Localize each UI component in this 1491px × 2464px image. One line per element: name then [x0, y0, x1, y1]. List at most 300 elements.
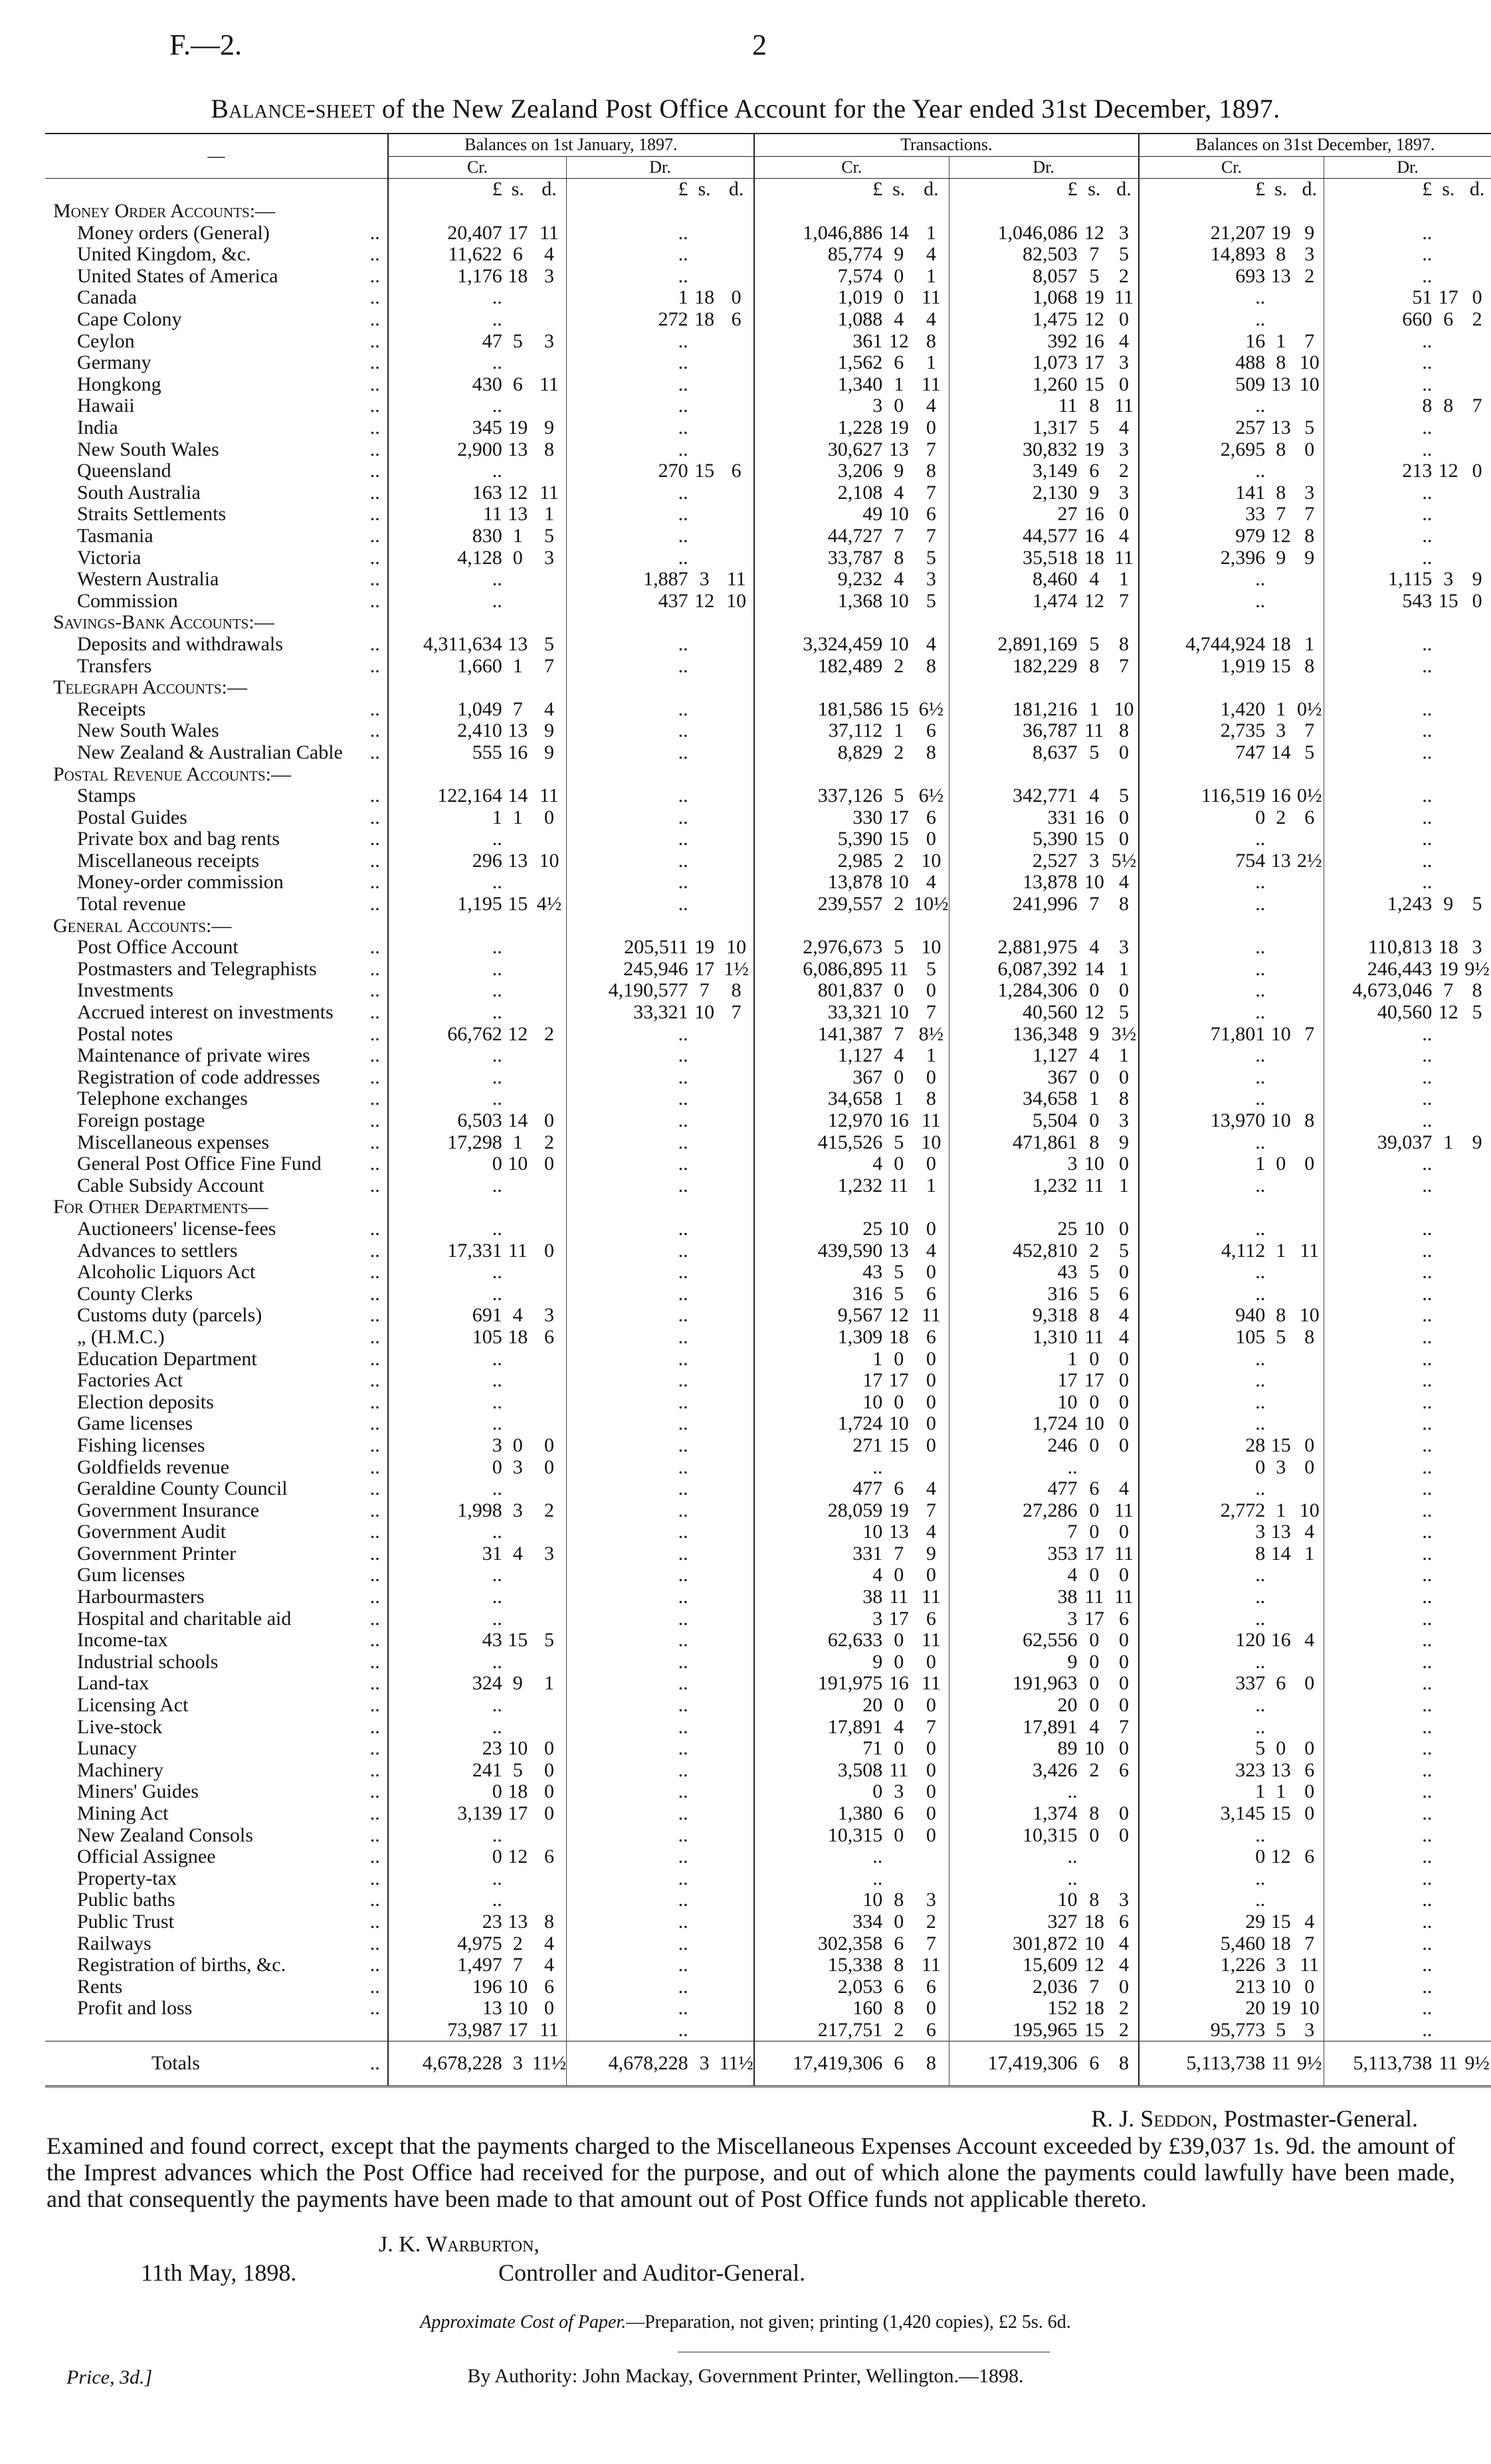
- pence-cell: 1½: [724, 958, 749, 980]
- shillings-cell: 10: [508, 1153, 528, 1175]
- shillings-cell: 11: [889, 958, 909, 980]
- empty-cell: [1139, 677, 1266, 699]
- shillings-cell: [1266, 1045, 1295, 1067]
- pence-cell: [532, 1262, 567, 1283]
- shillings-cell: [1266, 1131, 1295, 1153]
- pounds-cell: 8,637: [949, 742, 1078, 764]
- shillings-cell: 5: [894, 1131, 904, 1153]
- pounds-cell: 17,891: [754, 1716, 884, 1738]
- empty-cell: [1078, 915, 1110, 937]
- pounds-cell: ..: [1324, 330, 1434, 352]
- account-row: [45, 1976, 1491, 1998]
- shillings-cell: [1433, 1499, 1463, 1521]
- pence-cell: 0: [544, 1240, 554, 1262]
- pence-cell: 10½: [914, 893, 949, 915]
- pence-cell: [532, 1521, 567, 1543]
- pence-cell: 3: [544, 330, 554, 352]
- pence-cell: [532, 1652, 567, 1673]
- pounds-cell: 334: [754, 1911, 884, 1933]
- account-name: Cable Subsidy Account: [77, 1175, 264, 1196]
- pence-cell: 11: [921, 1586, 941, 1608]
- pence-cell: 0: [1118, 1824, 1129, 1846]
- shillings-cell: 16: [888, 1673, 909, 1695]
- shillings-cell: 0: [1089, 1673, 1100, 1695]
- stub-cell: [45, 179, 363, 201]
- empty-cell: [754, 201, 884, 223]
- account-name: Licensing Act: [77, 1694, 189, 1717]
- pence-cell: [1295, 309, 1324, 331]
- account-row: [45, 1954, 1491, 1976]
- pence-cell: [719, 222, 753, 244]
- leader-dots: ..: [369, 243, 380, 266]
- shillings-cell: 0: [894, 1737, 904, 1760]
- pounds-cell: 40,560: [949, 1002, 1078, 1024]
- pounds-cell: ..: [1139, 1262, 1266, 1283]
- shillings-cell: 7: [699, 980, 710, 1002]
- shillings-cell: [504, 1586, 532, 1608]
- shillings-cell: [690, 1630, 720, 1652]
- shillings-cell: [690, 1543, 720, 1565]
- shillings-cell: [1433, 1110, 1463, 1132]
- pounds-cell: 337: [1139, 1673, 1266, 1695]
- pounds-cell: ..: [567, 266, 690, 288]
- shillings-cell: [504, 309, 532, 331]
- cost-text: —Preparation, not given; printing (1,420 copies), £2 5s. 6d.: [626, 2312, 1071, 2332]
- shillings-cell: [1433, 1240, 1463, 1262]
- pence-cell: [1295, 1868, 1324, 1890]
- leader-dots: ..: [369, 1088, 380, 1110]
- pence-cell: 0: [544, 1802, 554, 1825]
- pence-cell: 6: [1118, 1911, 1129, 1933]
- pence-cell: 0: [544, 1434, 554, 1456]
- pence-cell: [532, 1370, 567, 1392]
- shillings-cell: 19: [1084, 287, 1104, 309]
- pence-cell: [1463, 352, 1491, 374]
- category-row: [45, 677, 1491, 699]
- pence-cell: 0: [1304, 1456, 1315, 1478]
- pence-cell: 6: [926, 2019, 936, 2041]
- pence-cell: 7: [1472, 395, 1482, 417]
- shillings-cell: [1433, 1478, 1463, 1500]
- pounds-cell: ..: [388, 1716, 504, 1738]
- pence-cell: [532, 1695, 567, 1717]
- pence-cell: 4: [1118, 1305, 1129, 1327]
- shillings-cell: 19: [694, 936, 715, 959]
- pounds-cell: ..: [567, 1456, 690, 1478]
- shillings-cell: 1: [512, 655, 523, 677]
- pence-cell: [719, 655, 753, 677]
- empty-cell: [690, 915, 720, 937]
- shillings-cell: 8: [1089, 1305, 1100, 1327]
- pounds-cell: ..: [567, 1067, 690, 1089]
- pence-cell: 0: [926, 1998, 936, 2020]
- shillings-cell: [690, 2020, 720, 2041]
- account-name: Government Audit: [77, 1521, 227, 1543]
- pounds-cell: 10,315: [949, 1824, 1078, 1846]
- shillings-cell: [690, 1391, 720, 1413]
- pence-cell: 0: [1304, 1673, 1315, 1695]
- shillings-cell: [690, 1283, 720, 1305]
- pence-cell: 0: [926, 1564, 936, 1586]
- shillings-cell: 18: [1438, 936, 1458, 959]
- shillings-cell: 3: [1443, 568, 1454, 591]
- pounds-cell: 5,504: [949, 1110, 1078, 1132]
- pence-cell: 11: [921, 1954, 941, 1976]
- pounds-cell: ..: [1324, 1456, 1434, 1478]
- account-row: [45, 1456, 1491, 1478]
- pence-cell: 4: [1118, 1326, 1129, 1348]
- shillings-cell: 5: [512, 330, 523, 352]
- pounds-cell: ..: [949, 1846, 1078, 1868]
- pence-cell: [1295, 937, 1324, 959]
- shillings-cell: [1433, 1716, 1463, 1738]
- shillings-cell: 1: [1276, 330, 1286, 352]
- pounds-cell: ..: [567, 1218, 690, 1240]
- pounds-cell: ..: [1139, 1889, 1266, 1911]
- audit-paragraph: Examined and found correct, except that the payments charged to the Miscellaneous Expenses Account exceeded by £39,037 1s. 9d. the amount of the Imprest advances which the Post Office had received for the purpose, and out of which alone the payments could lawfully have been made, and that consequently the payments have been made to that amount out of Post Office funds not applicable thereto.: [47, 2132, 1455, 2212]
- empty-cell: [567, 763, 690, 785]
- shillings-cell: 0: [1276, 1737, 1286, 1760]
- shilling-unit: s.: [1274, 178, 1288, 201]
- shillings-cell: 4: [1089, 1716, 1100, 1738]
- pounds-cell: 44,577: [949, 525, 1078, 547]
- account-name: Miners' Guides: [77, 1781, 199, 1803]
- account-name: India: [77, 417, 118, 439]
- pence-cell: 0: [544, 1759, 554, 1781]
- pence-cell: [1295, 1002, 1324, 1024]
- leader-dots: ..: [369, 1001, 380, 1024]
- pence-cell: [719, 1564, 753, 1586]
- shillings-cell: [690, 1370, 720, 1392]
- pounds-cell: 34,658: [754, 1088, 884, 1110]
- shillings-cell: [1433, 1998, 1463, 2020]
- pounds-cell: 28: [1139, 1435, 1266, 1457]
- pounds-cell: 95,773: [1139, 2020, 1266, 2041]
- pence-cell: 6: [1304, 806, 1315, 828]
- pounds-cell: 2,976,673: [754, 937, 884, 959]
- pence-cell: 0: [1118, 1434, 1129, 1456]
- pence-cell: 6: [731, 460, 742, 482]
- shillings-cell: 16: [508, 741, 528, 763]
- pence-unit: d.: [728, 178, 744, 201]
- pounds-cell: ..: [388, 395, 504, 417]
- pounds-cell: 270: [567, 460, 690, 482]
- shillings-cell: [690, 1652, 720, 1673]
- shillings-cell: [690, 1240, 720, 1262]
- pounds-cell: ..: [388, 1652, 504, 1673]
- shillings-cell: 14: [888, 222, 909, 244]
- shillings-cell: [1433, 2020, 1463, 2041]
- pence-cell: 8: [1304, 1326, 1315, 1348]
- shillings-cell: [690, 1305, 720, 1327]
- shillings-cell: 0: [1089, 1694, 1100, 1717]
- account-row: [45, 634, 1491, 656]
- pence-cell: [1295, 1370, 1324, 1392]
- pence-cell: 9: [1304, 547, 1315, 569]
- account-name: Hospital and charitable aid: [77, 1608, 292, 1630]
- shillings-cell: 7: [1443, 980, 1454, 1002]
- leader-dots: ..: [369, 980, 380, 1002]
- pence-cell: [719, 1608, 753, 1630]
- pounds-cell: 1,998: [388, 1499, 504, 1521]
- pounds-cell: 17,298: [388, 1131, 504, 1153]
- shillings-cell: [504, 1175, 532, 1197]
- shillings-cell: [1433, 1673, 1463, 1695]
- pounds-cell: 754: [1139, 850, 1266, 872]
- pounds-cell: 7: [949, 1521, 1078, 1543]
- pence-cell: [719, 1738, 753, 1760]
- shillings-cell: 7: [512, 1954, 523, 1976]
- empty-cell: [1139, 763, 1266, 785]
- pence-cell: 0: [926, 828, 936, 850]
- account-row: [45, 374, 1491, 396]
- pence-cell: [719, 482, 753, 504]
- pounds-cell: ..: [567, 1695, 690, 1717]
- empty-cell: [884, 677, 914, 699]
- pounds-cell: ..: [567, 525, 690, 547]
- pence-cell: 1: [1304, 1543, 1315, 1564]
- pence-cell: 3: [1118, 351, 1129, 374]
- pounds-cell: ..: [567, 547, 690, 569]
- shillings-cell: 0: [894, 980, 904, 1002]
- pence-cell: 0: [1118, 1413, 1129, 1435]
- pounds-cell: 37,112: [754, 720, 884, 742]
- shillings-cell: [504, 1521, 532, 1543]
- shillings-cell: 12: [1084, 1954, 1104, 1976]
- shillings-cell: [884, 1868, 914, 1890]
- account-name: Stamps: [77, 785, 136, 807]
- pounds-cell: 34,658: [949, 1088, 1078, 1110]
- pounds-cell: 10: [949, 1889, 1078, 1911]
- shillings-cell: 19: [888, 1499, 909, 1521]
- pence-cell: 6: [1118, 1283, 1129, 1305]
- account-row: [45, 850, 1491, 872]
- pounds-cell: ..: [567, 742, 690, 764]
- pence-cell: 8: [1304, 655, 1315, 677]
- pence-cell: 8: [926, 741, 936, 763]
- leader-dots: ..: [369, 547, 380, 569]
- pounds-cell: 2,891,169: [949, 634, 1078, 656]
- account-name: Deposits and withdrawals: [77, 633, 283, 655]
- account-row: [45, 504, 1491, 525]
- shillings-cell: 4: [1089, 568, 1100, 591]
- shillings-cell: [1433, 1586, 1463, 1608]
- pence-cell: [719, 547, 753, 569]
- pounds-cell: 1,232: [949, 1175, 1078, 1197]
- pence-cell: [719, 698, 753, 720]
- pence-cell: [1463, 547, 1491, 569]
- pounds-cell: ..: [1139, 569, 1266, 591]
- empty-cell: [532, 612, 567, 634]
- leader-dots: ..: [369, 1629, 380, 1652]
- pounds-cell: ..: [567, 1976, 690, 1998]
- shillings-cell: 13: [1270, 373, 1291, 395]
- shillings-cell: [1433, 1543, 1463, 1565]
- empty-cell: [719, 915, 753, 937]
- empty-cell: [690, 1196, 720, 1218]
- pounds-cell: 33,321: [754, 1002, 884, 1024]
- shillings-cell: 4: [1089, 1044, 1100, 1067]
- account-name: Election deposits: [77, 1391, 214, 1413]
- shillings-cell: 10: [1270, 1976, 1291, 1998]
- shillings-cell: 0: [894, 1824, 904, 1846]
- pound-unit: £: [1139, 179, 1266, 201]
- pence-cell: [719, 1153, 753, 1175]
- total-pence: 11½: [719, 2041, 753, 2087]
- shillings-cell: 11: [1084, 1175, 1104, 1196]
- shillings-cell: 2: [894, 655, 904, 677]
- empty-cell: [719, 612, 753, 634]
- pence-cell: [1463, 482, 1491, 504]
- pounds-cell: 36,787: [949, 720, 1078, 742]
- shillings-cell: [1433, 1456, 1463, 1478]
- pounds-cell: 4: [754, 1153, 884, 1175]
- cost-label: Approximate Cost of Paper.: [420, 2312, 627, 2332]
- pence-cell: 0: [926, 1153, 936, 1175]
- pounds-cell: 0: [754, 1781, 884, 1803]
- account-row: [45, 937, 1491, 959]
- leader-dots: ..: [369, 1131, 380, 1153]
- account-name: Post Office Account: [77, 936, 239, 959]
- shillings-cell: [1433, 266, 1463, 288]
- pence-cell: [1463, 1998, 1491, 2020]
- pence-cell: 0: [926, 1802, 936, 1825]
- shillings-cell: 18: [694, 308, 715, 331]
- account-row: [45, 244, 1491, 266]
- pounds-cell: 316: [949, 1283, 1078, 1305]
- pounds-cell: 1,724: [949, 1413, 1078, 1435]
- pounds-cell: ..: [1324, 1652, 1434, 1673]
- pounds-cell: 1,309: [754, 1327, 884, 1349]
- pounds-cell: ..: [1324, 1803, 1434, 1825]
- pounds-cell: ..: [1324, 482, 1434, 504]
- pounds-cell: 5,390: [949, 828, 1078, 850]
- pounds-cell: ..: [1324, 1088, 1434, 1110]
- pence-cell: 0: [1118, 1802, 1129, 1825]
- pence-cell: [1295, 1088, 1324, 1110]
- pence-cell: [532, 1175, 567, 1197]
- shillings-cell: 15: [694, 460, 715, 482]
- empty-cell: [884, 915, 914, 937]
- leader-dots: ..: [369, 958, 380, 980]
- shillings-cell: [1433, 1413, 1463, 1435]
- pound-unit: £: [754, 179, 884, 201]
- shillings-cell: 0: [894, 1911, 904, 1933]
- pence-cell: [719, 1327, 753, 1349]
- pounds-cell: 2,985: [754, 850, 884, 872]
- shillings-cell: 1: [512, 1131, 523, 1153]
- pence-cell: 11: [921, 1629, 941, 1652]
- empty-cell: [1078, 201, 1110, 223]
- leader-dots: ..: [369, 806, 380, 828]
- pence-cell: [1463, 1846, 1491, 1868]
- pence-cell: 10: [1299, 1305, 1320, 1327]
- pounds-cell: ..: [1139, 395, 1266, 417]
- account-name: Alcoholic Liquors Act: [77, 1261, 256, 1283]
- pence-cell: 11: [921, 287, 941, 309]
- account-name: Government Insurance: [77, 1499, 260, 1521]
- pounds-cell: ..: [567, 395, 690, 417]
- shillings-cell: 2: [1276, 806, 1286, 828]
- pounds-cell: ..: [1324, 1976, 1434, 1998]
- pounds-cell: ..: [1139, 872, 1266, 894]
- pounds-cell: 257: [1139, 417, 1266, 439]
- pence-cell: 0: [544, 1998, 554, 2020]
- shillings-cell: [690, 1911, 720, 1933]
- pounds-cell: ..: [1324, 1262, 1434, 1283]
- pounds-cell: ..: [567, 352, 690, 374]
- pence-cell: [719, 872, 753, 894]
- shillings-cell: [1266, 1478, 1295, 1500]
- leader-dots: ..: [369, 1889, 380, 1911]
- shillings-cell: 6: [894, 1933, 904, 1954]
- account-row: [45, 959, 1491, 981]
- shillings-cell: [1433, 1435, 1463, 1457]
- pence-cell: 0: [1118, 1651, 1129, 1673]
- pounds-cell: 17: [754, 1370, 884, 1392]
- pence-cell: [532, 1478, 567, 1500]
- pounds-cell: ..: [1324, 266, 1434, 288]
- pounds-cell: 3,508: [754, 1760, 884, 1782]
- pounds-cell: 488: [1139, 352, 1266, 374]
- empty-cell: [914, 612, 949, 634]
- shillings-cell: [504, 1283, 532, 1305]
- account-name: Postal Guides: [77, 806, 187, 828]
- pence-cell: [532, 1391, 567, 1413]
- pence-cell: [719, 1023, 753, 1045]
- shillings-cell: [690, 352, 720, 374]
- pounds-cell: ..: [1324, 1045, 1434, 1067]
- pounds-cell: ..: [1324, 222, 1434, 244]
- pence-cell: [532, 1586, 567, 1608]
- pounds-cell: 509: [1139, 374, 1266, 396]
- pence-cell: 0: [544, 1109, 554, 1132]
- shillings-cell: 0: [1089, 1651, 1100, 1673]
- pence-cell: [1295, 1348, 1324, 1370]
- pence-cell: 4: [544, 1954, 554, 1976]
- pence-cell: [719, 1348, 753, 1370]
- shillings-cell: 8: [1089, 1889, 1100, 1911]
- pence-cell: [1295, 959, 1324, 981]
- pence-cell: 2: [1118, 460, 1129, 482]
- shilling-unit: s.: [698, 178, 711, 201]
- pence-cell: [719, 266, 753, 288]
- empty-cell: [504, 915, 532, 937]
- account-row: [45, 1586, 1491, 1608]
- pence-cell: 3: [1304, 243, 1315, 266]
- account-row: [45, 1045, 1491, 1067]
- account-name: Receipts: [77, 698, 146, 720]
- pence-cell: 6: [544, 1326, 554, 1348]
- pence-cell: [719, 1716, 753, 1738]
- shillings-cell: [884, 1846, 914, 1868]
- shillings-cell: [690, 872, 720, 894]
- shillings-cell: [690, 655, 720, 677]
- shillings-cell: [1433, 482, 1463, 504]
- account-row: [45, 1088, 1491, 1110]
- account-name: Customs duty (parcels): [77, 1305, 262, 1327]
- account-row: [45, 1327, 1491, 1349]
- account-row: [45, 482, 1491, 504]
- pence-cell: 0: [1118, 1348, 1129, 1370]
- pence-cell: [1463, 634, 1491, 656]
- account-name: General Post Office Fine Fund: [77, 1153, 322, 1175]
- pence-cell: 9: [544, 720, 554, 742]
- shillings-cell: [690, 1998, 720, 2020]
- account-row: [45, 698, 1491, 720]
- leader-dots: ..: [369, 1954, 380, 1976]
- pounds-cell: 2,900: [388, 438, 504, 460]
